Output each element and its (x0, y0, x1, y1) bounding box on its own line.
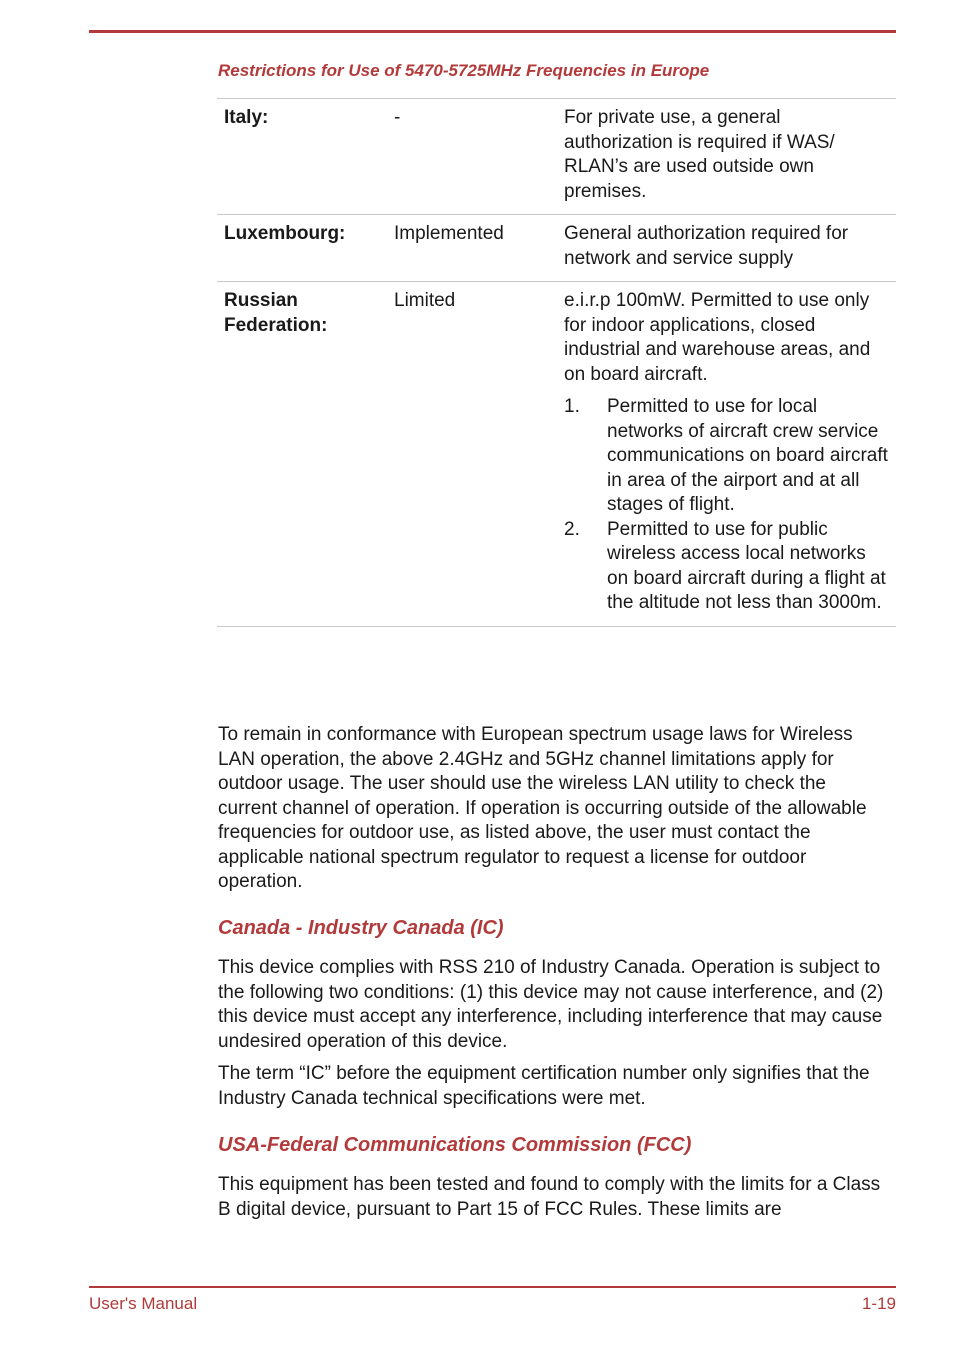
usa-heading: USA-Federal Communications Commission (FCC) (218, 1134, 692, 1156)
status-cell: - (394, 107, 401, 128)
header-rule (89, 30, 896, 33)
list-text: Permitted to use for local networks of aircraft crew service communications on board aircraft in area of the airport and at all stages of flight. (607, 396, 888, 515)
europe-paragraph: To remain in conformance with European spectrum usage laws for Wireless LAN operation, the above 2.4GHz and 5GHz channel limitations apply for outdoor usage. The user should use the wireless LAN utility to check the current channel of operation. If operation is occurring outside of the allowable frequencies for outdoor use, as listed above, the user must contact the applicable national spectrum regulator to request a license for outdoor operation. (218, 724, 867, 892)
list-number: 1. (564, 396, 580, 417)
list-text: Permitted to use for public wireless access local networks on board aircraft during a flight at the altitude not less than 3000m. (607, 518, 886, 613)
country-cell: Italy: (224, 107, 269, 128)
table-row (217, 214, 896, 281)
usa-paragraph: This equipment has been tested and found to comply with the limits for a Class B digital device, pursuant to Part 15 of FCC Rules. These limits are (218, 1174, 881, 1220)
restriction-text: General authorization required for network and service supply (564, 223, 849, 269)
status-cell: Implemented (394, 223, 504, 244)
footer-page-number: 1-19 (861, 1294, 896, 1313)
restriction-cell (564, 282, 896, 626)
country-cell: Russian Federation: (224, 290, 328, 336)
list-item (564, 518, 892, 616)
footer-manual-title: User's Manual (89, 1294, 198, 1313)
restriction-text: e.i.r.p 100mW. Permitted to use only for indoor applications, closed industrial and warehouse areas, and on board aircraft. (564, 290, 871, 385)
status-cell: Limited (394, 290, 456, 311)
table-caption: Restrictions for Use of 5470-5725MHz Frequencies in Europe (218, 61, 710, 80)
list-number: 2. (564, 518, 580, 540)
restriction-cell (564, 99, 896, 214)
canada-heading: Canada - Industry Canada (IC) (218, 917, 504, 939)
table-row (217, 98, 896, 214)
numbered-list (564, 395, 892, 616)
frequency-restrictions-table (217, 98, 896, 627)
table-row (217, 281, 896, 627)
canada-paragraph-1: This device complies with RSS 210 of Industry Canada. Operation is subject to the following two conditions: (1) this device may not cause interference, and (2) this device must accept any interference, including interference that may cause undesired operation of this device. (218, 957, 884, 1052)
canada-paragraph-2: The term “IC” before the equipment certification number only signifies that the Industry Canada technical specifications were met. (218, 1063, 870, 1109)
restriction-text: For private use, a general authorization is required if WAS/ RLAN’s are used outside own premises. (564, 107, 835, 202)
footer-rule (89, 1286, 896, 1288)
list-item (564, 395, 892, 518)
restriction-cell (564, 215, 896, 281)
country-cell: Luxembourg: (224, 223, 346, 244)
